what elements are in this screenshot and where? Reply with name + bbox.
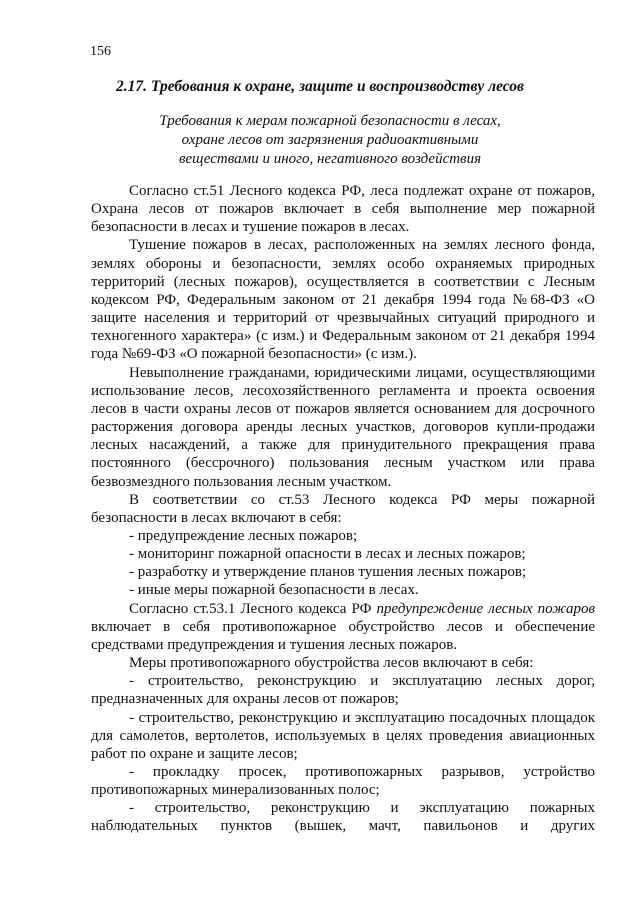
- list-item: - строительство, реконструкцию и эксплуатацию лесных дорог, предназначенных для охраны лесов от пожаров;: [91, 673, 595, 708]
- list-item: - предупреждение лесных пожаров;: [129, 527, 358, 544]
- paragraph: В соответствии со ст.53 Лесного кодекса РФ меры пожарной безопасности в лесах включают в себя:: [91, 491, 595, 526]
- paragraph: Невыполнение гражданами, юридическими лицами, осуществляющими использование лесов, лесохозяйственного регламента и проекта освоения лесов в части охраны лесов от пожаров является основанием для досрочного расторжения договора аренды лесных участков, договоров купли-продажи лесных насаждений, а также для принудительного прекращения права постоянного (бессрочного) пользования лесным участком или права безвозмездного пользования лесным участком.: [91, 364, 595, 490]
- subtitle-line: охране лесов от загрязнения радиоактивными: [181, 132, 479, 148]
- paragraph: [91, 600, 595, 654]
- list-item: - мониторинг пожарной опасности в лесах и лесных пожаров;: [129, 546, 526, 563]
- page-number: 156: [90, 44, 111, 59]
- document-body: [91, 182, 595, 836]
- paragraph: Согласно ст.51 Лесного кодекса РФ, леса подлежат охране от пожаров, Охрана лесов от пожаров включает в себя выполнение мер пожарной безопасности в лесах и тушение пожаров в лесах.: [91, 183, 595, 236]
- subtitle: [100, 112, 560, 169]
- italic-term: предупреждение лесных пожаров: [376, 600, 595, 617]
- paragraph: Меры противопожарного обустройства лесов включают в себя:: [129, 655, 534, 672]
- paragraph-text: Согласно ст.53.1 Лесного кодекса РФ: [129, 600, 377, 617]
- section-title: 2.17. Требования к охране, защите и воспроизводству лесов: [116, 78, 524, 95]
- subtitle-line: веществами и иного, негативного воздействия: [178, 151, 482, 167]
- list-item: - разработку и утверждение планов тушения лесных пожаров;: [129, 564, 527, 581]
- list-item: - строительство, реконструкцию и эксплуатацию посадочных площадок для самолетов, вертолетов, используемых в целях проведения авиационных работ по охране и защите лесов;: [91, 709, 595, 762]
- subtitle-line: Требования к мерам пожарной безопасности в лесах,: [159, 113, 501, 129]
- paragraph: Тушение пожаров в лесах, расположенных на землях лесного фонда, землях обороны и безопасности, землях особо охраняемых природных территорий (лесных пожаров), осуществляется в соответствии с Лесным кодексом РФ, Федеральным законом от 21 декабря 1994 года №68-ФЗ «О защите населения и территорий от чрезвычайных ситуаций природного и техногенного характера» (с изм.) и Федеральным законом от 21 декабря 1994 года №69-ФЗ «О пожарной безопасности» (с изм.).: [91, 237, 595, 363]
- list-item: - иные меры пожарной безопасности в лесах.: [129, 582, 419, 599]
- list-item: - строительство, реконструкцию и эксплуатацию пожарных наблюдательных пунктов (вышек, мачт, павильонов и других: [91, 800, 595, 835]
- list-item: - прокладку просек, противопожарных разрывов, устройство противопожарных минерализованных полос;: [91, 764, 595, 799]
- paragraph-text: включает в себя противопожарное обустройство лесов и обеспечение средствами предупреждения и тушения лесных пожаров.: [91, 618, 595, 653]
